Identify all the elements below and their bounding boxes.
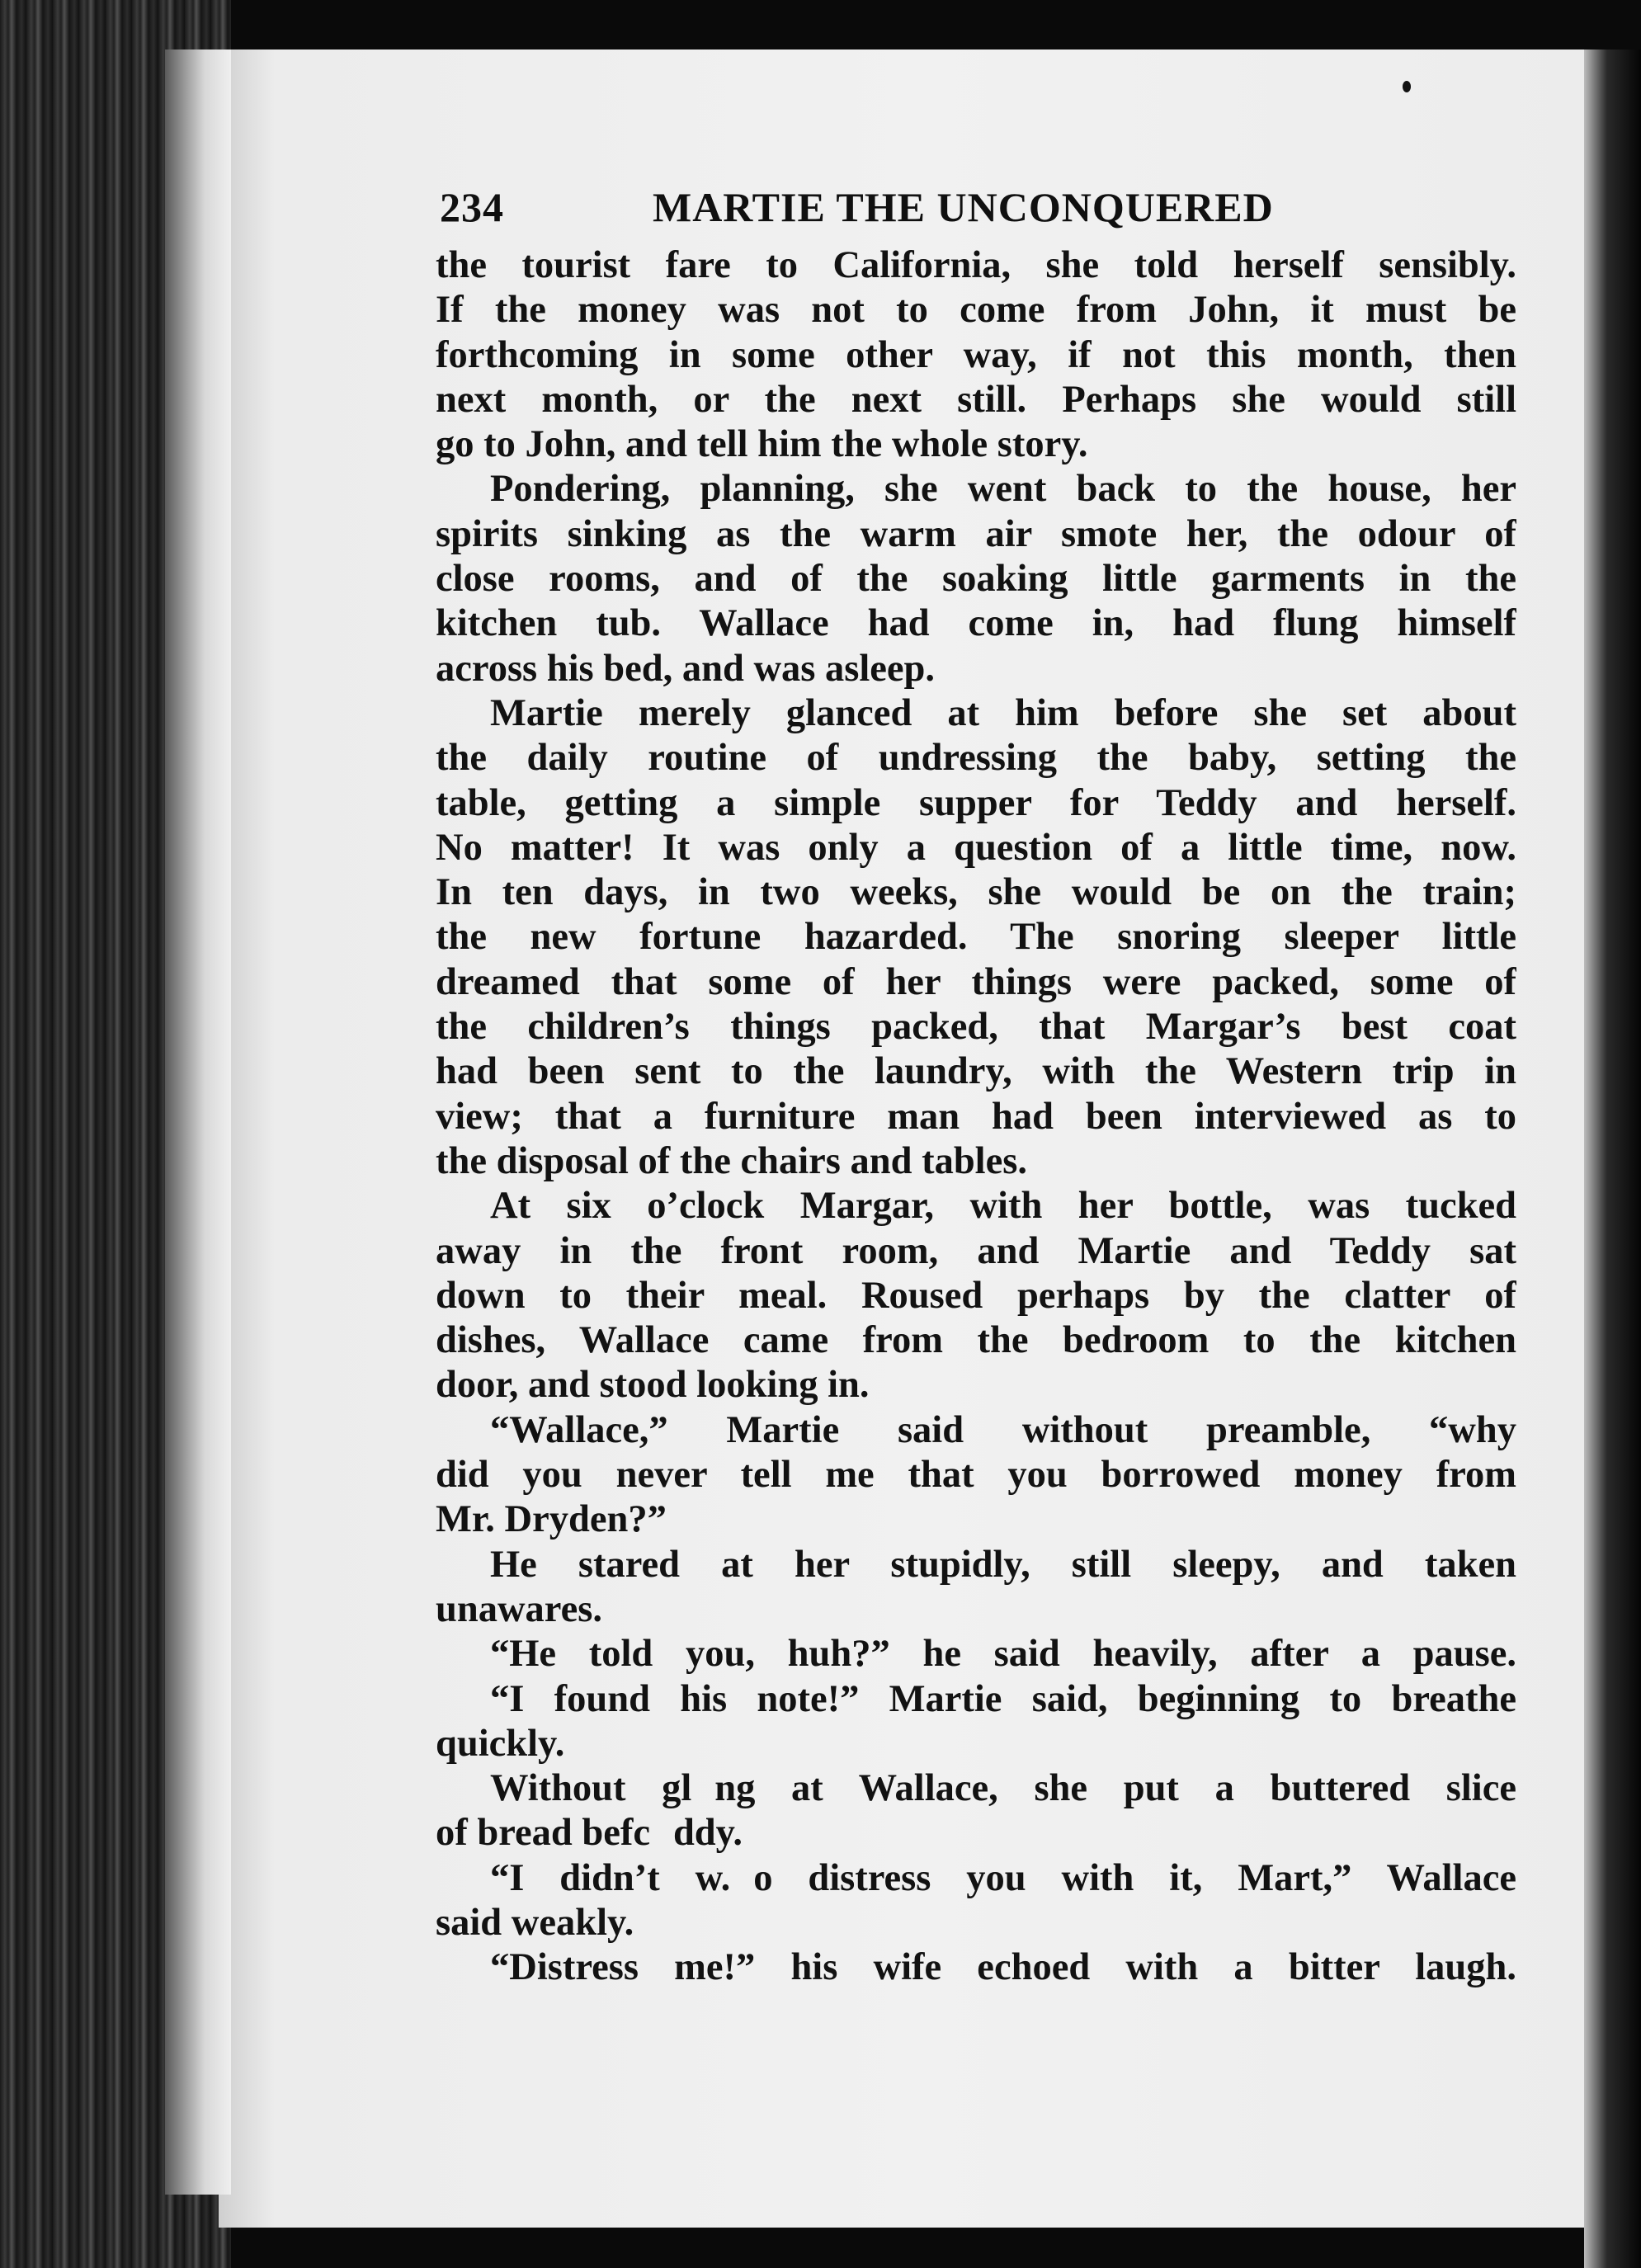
text-line: of bread befc ddy. [436,1812,743,1855]
text-line: said weakly. [436,1901,634,1944]
text-line: close rooms, and of the soaking little garments in the [436,558,1516,601]
text-line: Without gl ng at Wallace, she put a buttered slice [490,1767,1516,1810]
right-edge-shadow [1584,50,1641,2268]
body-text [436,243,1516,1991]
running-title: MARTIE THE UNCONQUERED [653,184,1274,230]
text-line: “I didn’t w. o distress you with it, Mart,” Wallace [490,1856,1516,1899]
text-line: At six o’clock Margar, with her bottle, was tucked [490,1185,1516,1228]
text-line: door, and stood looking in. [436,1364,870,1407]
text-line: table, getting a simple supper for Teddy and herself. [436,781,1516,824]
text-line: “Distress me!” his wife echoed with a bitter laugh. [490,1946,1516,1989]
text-line: the daily routine of undressing the baby, setting the [436,737,1516,780]
text-line: unawares. [436,1587,602,1630]
text-line: had been sent to the laundry, with the Western trip in [436,1050,1516,1093]
text-line: spirits sinking as the warm air smote her, the odour of [436,512,1516,555]
text-line: In ten days, in two weeks, she would be on the train; [436,871,1516,914]
text-line: quickly. [436,1722,565,1765]
text-line: “I found his note!” Martie said, beginning to breathe [490,1677,1516,1720]
text-line: the new fortune hazarded. The snoring sleeper little [436,916,1516,959]
text-line: the disposal of the chairs and tables. [436,1139,1027,1182]
ink-spot [1403,81,1411,92]
page-number: 234 [440,184,504,230]
text-line: the tourist fare to California, she told herself sensibly. [436,244,1516,286]
text-line: down to their meal. Roused perhaps by the clatter of [436,1274,1516,1317]
text-line: the children’s things packed, that Margar’s best coat [436,1006,1516,1049]
text-line: kitchen tub. Wallace had come in, had flung himself [436,602,1516,645]
text-line: Martie merely glanced at him before she set about [490,691,1516,734]
text-line: dishes, Wallace came from the bedroom to the kitchen [436,1319,1516,1362]
text-line: go to John, and tell him the whole story. [436,423,1088,466]
text-line: “He told you, huh?” he said heavily, after a pause. [490,1633,1516,1676]
page-edge [165,50,231,2195]
text-line: dreamed that some of her things were packed, some of [436,960,1516,1003]
page-header [440,183,1512,233]
text-line: did you never tell me that you borrowed money from [436,1454,1516,1497]
text-line: He stared at her stupidly, still sleepy, and taken [490,1543,1516,1586]
text-line: away in the front room, and Martie and Teddy sat [436,1229,1516,1272]
text-line: across his bed, and was asleep. [436,647,936,690]
text-line: If the money was not to come from John, it must be [436,289,1516,332]
text-line: Pondering, planning, she went back to the house, her [490,468,1516,511]
text-line: forthcoming in some other way, if not this month, then [436,333,1516,376]
text-line: Mr. Dryden?” [436,1498,667,1541]
text-line: view; that a furniture man had been interviewed as to [436,1095,1516,1138]
text-line: “Wallace,” Martie said without preamble, “why [490,1408,1516,1451]
text-line: No matter! It was only a question of a little time, now. [436,826,1516,869]
text-line: next month, or the next still. Perhaps she would still [436,378,1516,421]
